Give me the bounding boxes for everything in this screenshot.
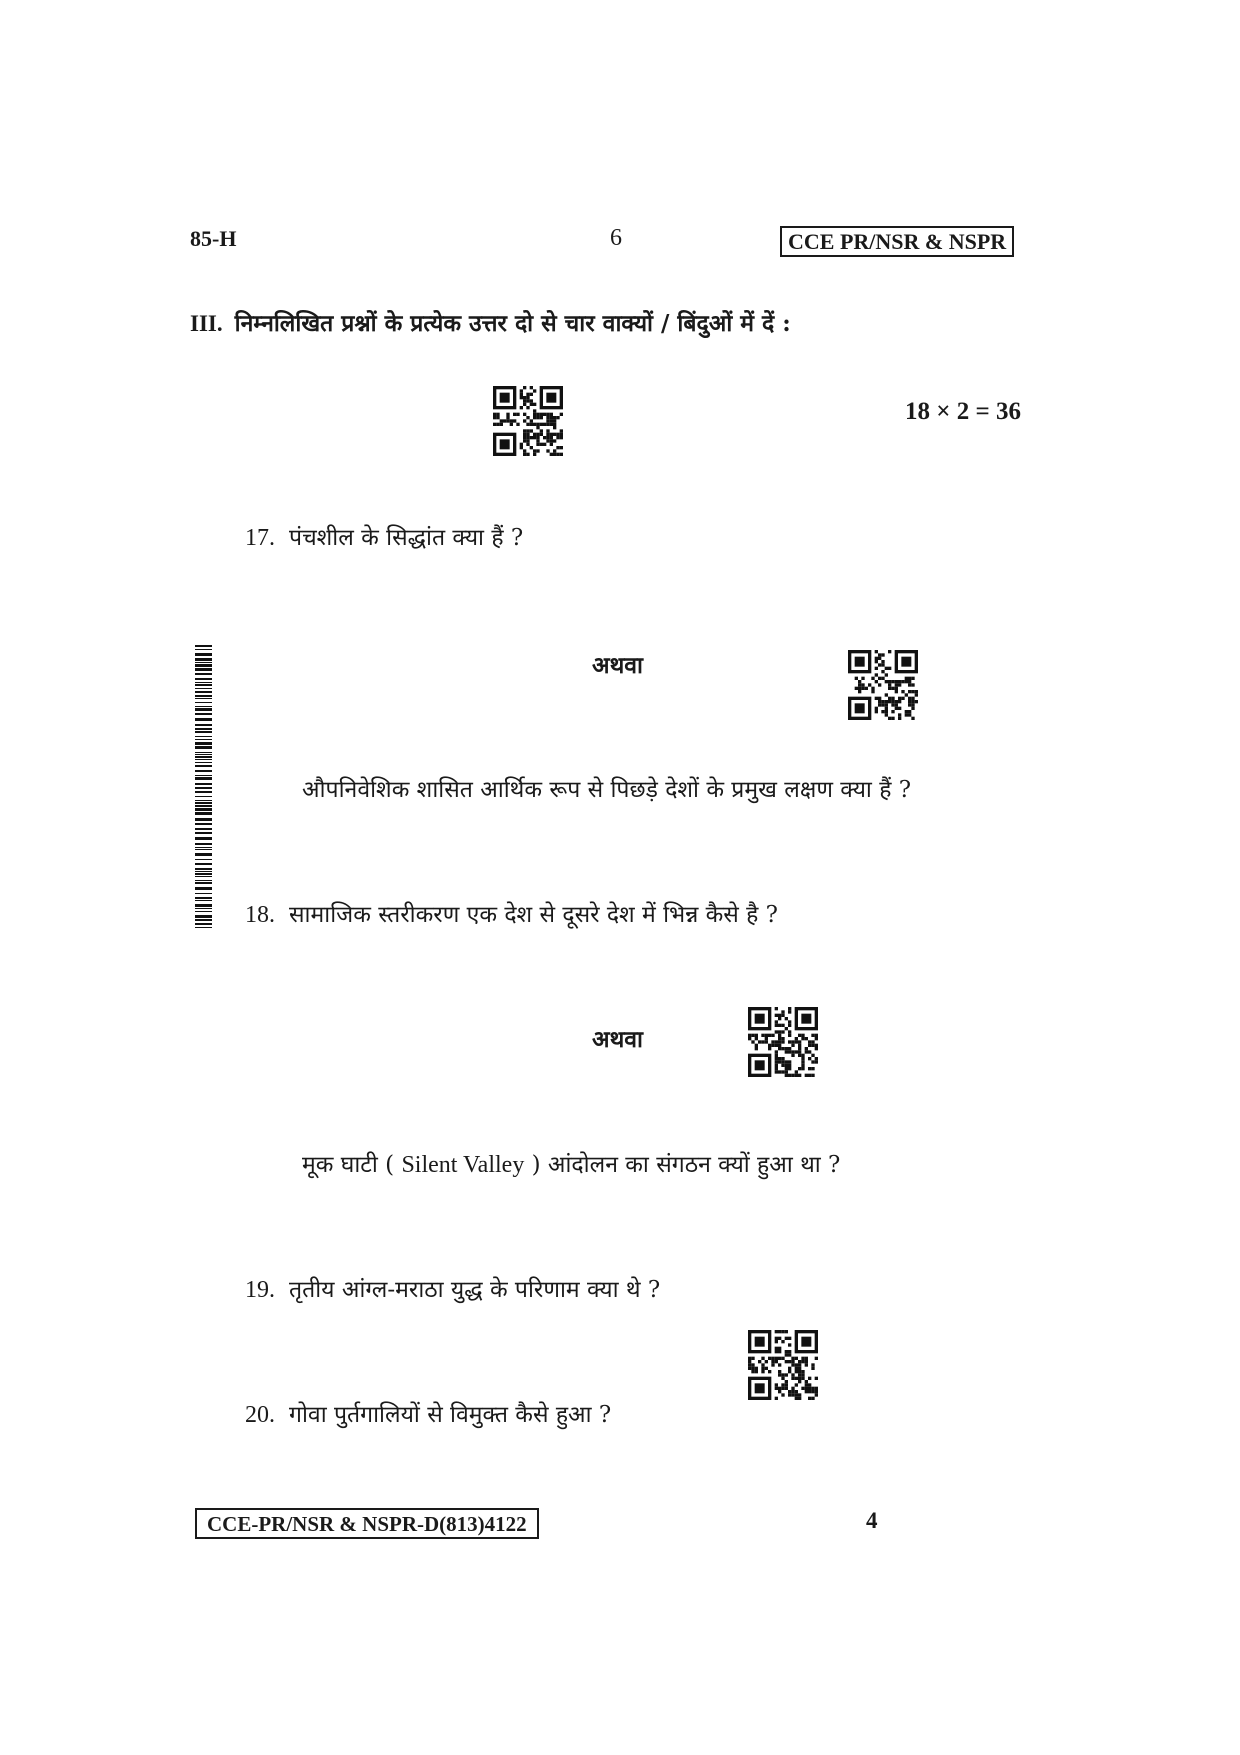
or-label: अथवा [592,1026,644,1053]
question-18 [245,897,778,929]
barcode-icon [195,645,212,930]
section-instruction-text: निम्नलिखित प्रश्नों के प्रत्येक उत्तर दो से चार वाक्यों / बिंदुओं में दें : [234,310,791,337]
question-text: गोवा पुर्तगालियों से विमुक्त कैसे हुआ ? [289,1402,612,1428]
section-marks: 18 × 2 = 36 [905,398,1021,425]
qr-code-icon [748,1007,818,1077]
question-19 [245,1272,660,1304]
question-text: तृतीय आंग्ल-मराठा युद्ध के परिणाम क्या थे ? [289,1277,661,1303]
q17-qr-code-icon [848,650,918,720]
qr-code-icon [493,386,563,456]
question-number: 17. [245,525,275,551]
alt-text-suffix: ) आंदोलन का संगठन क्यों हुआ था ? [531,1152,841,1178]
question-20 [245,1397,611,1429]
section-number: III. [190,311,223,336]
page-number: 6 [610,225,622,251]
q19-qr-code-icon [748,1330,818,1400]
paper-code: 85-H [190,226,237,251]
exam-code-box: CCE PR/NSR & NSPR [780,226,1014,257]
question-number: 19. [245,1277,275,1303]
question-17 [245,520,523,552]
or-label: अथवा [592,652,644,679]
q18-qr-code-icon [748,1007,818,1077]
qr-code-icon [748,1330,818,1400]
section-instruction [190,306,791,338]
question-number: 20. [245,1402,275,1428]
question-text: पंचशील के सिद्धांत क्या हैं ? [289,525,524,551]
footer-code-box: CCE-PR/NSR & NSPR-D(813)4122 [195,1508,539,1539]
section-qr-code-icon [493,386,563,456]
qr-code-icon [848,650,918,720]
alt-text-prefix: मूक घाटी ( [302,1152,395,1178]
question-17-alternative: औपनिवेशिक शासित आर्थिक रूप से पिछड़े देशों के प्रमुख लक्षण क्या हैं ? [302,777,912,803]
footer-page-number: 4 [866,1508,878,1533]
question-number: 18. [245,902,275,928]
alt-text-english-term: Silent Valley [401,1152,525,1178]
question-text: सामाजिक स्तरीकरण एक देश से दूसरे देश में भिन्न कैसे है ? [289,902,778,928]
question-18-alternative [302,1147,840,1179]
